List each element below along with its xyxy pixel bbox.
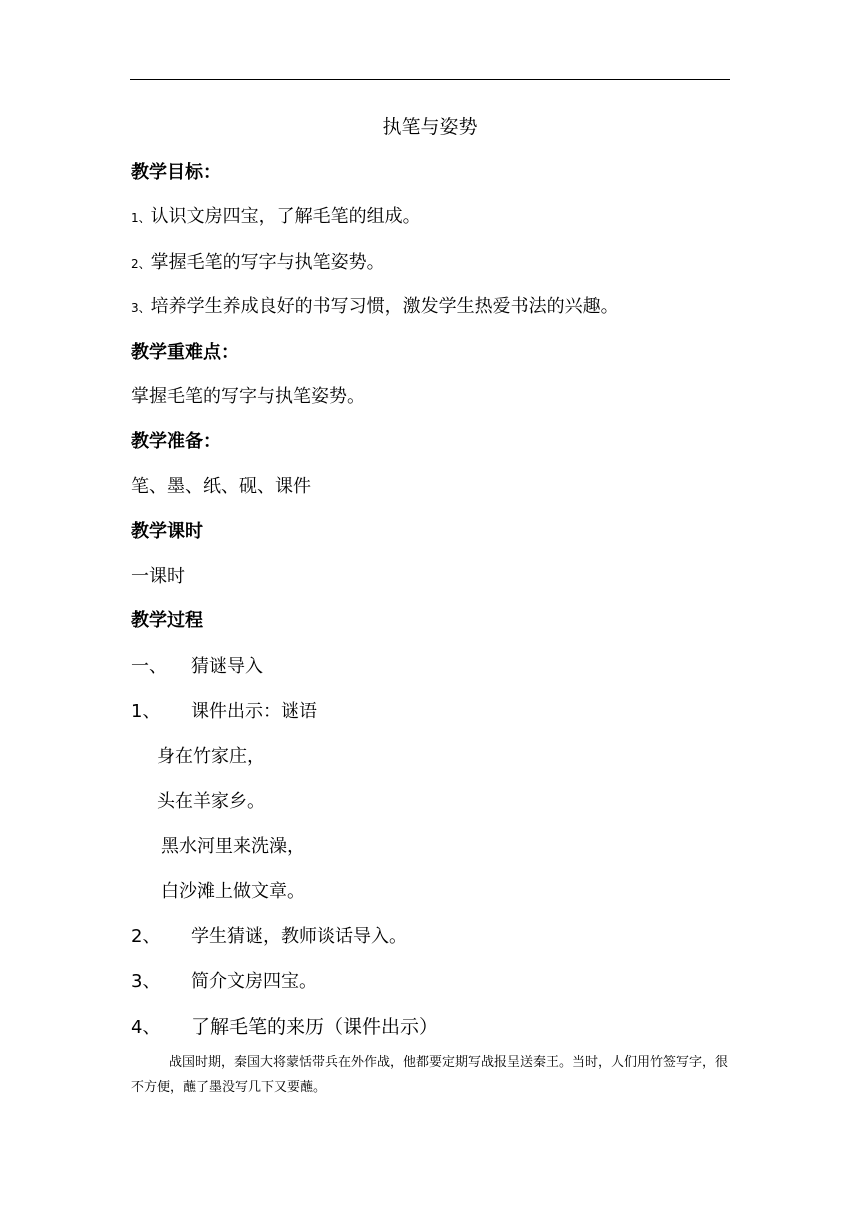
header-rule <box>130 79 730 80</box>
riddle-line-2: 头在羊家乡。 <box>157 791 265 812</box>
step-number: 1、 <box>131 701 161 722</box>
goal-item-3 <box>131 298 619 316</box>
key-points-text: 掌握毛笔的写字与执笔姿势。 <box>131 386 365 407</box>
riddle-line-4: 白沙滩上做文章。 <box>161 881 305 902</box>
key-points-heading: 教学重难点： <box>131 342 239 363</box>
process-step-1 <box>131 703 317 721</box>
process-section-1 <box>131 658 263 676</box>
goal-item-number: 1、 <box>131 211 151 225</box>
goal-item-text: 掌握毛笔的写字与执笔姿势。 <box>150 252 385 273</box>
document-title: 执笔与姿势 <box>382 116 478 138</box>
riddle-line-3: 黑水河里来洗澡， <box>161 836 305 857</box>
section-text: 猜谜导入 <box>191 656 263 677</box>
process-step-2 <box>131 928 407 946</box>
goal-item-number: 3、 <box>131 301 151 315</box>
process-step-3 <box>131 973 317 991</box>
step-number: 4、 <box>131 1017 161 1038</box>
step-text: 课件出示：谜语 <box>191 701 317 722</box>
step-text: 简介文房四宝。 <box>191 971 317 992</box>
step-number: 3、 <box>131 971 161 992</box>
step-text: 了解毛笔的来历（课件出示） <box>191 1016 439 1038</box>
step-number: 2、 <box>131 926 161 947</box>
step-text: 学生猜谜，教师谈话导入。 <box>191 926 407 947</box>
goal-item-number: 2、 <box>131 257 151 271</box>
goal-item-2 <box>131 254 385 272</box>
goal-item-text: 认识文房四宝，了解毛笔的组成。 <box>150 206 421 227</box>
class-hours-text: 一课时 <box>131 566 185 587</box>
brush-history-paragraph: 战国时期，秦国大将蒙恬带兵在外作战，他都要定期写战报呈送秦王。当时，人们用竹签写字，很不方便，蘸了墨没写几下又要蘸。 <box>131 1055 729 1095</box>
goal-item-text: 培养学生养成良好的书写习惯，激发学生热爱书法的兴趣。 <box>150 296 619 317</box>
process-step-4 <box>131 1018 438 1037</box>
preparation-heading: 教学准备： <box>131 431 221 452</box>
section-number: 一、 <box>131 656 167 677</box>
process-heading: 教学过程 <box>131 610 203 631</box>
goal-item-1 <box>131 208 421 226</box>
goals-heading: 教学目标： <box>131 162 221 183</box>
preparation-text: 笔、墨、纸、砚、课件 <box>131 476 311 497</box>
riddle-line-1: 身在竹家庄， <box>157 746 265 767</box>
class-hours-heading: 教学课时 <box>131 521 203 542</box>
